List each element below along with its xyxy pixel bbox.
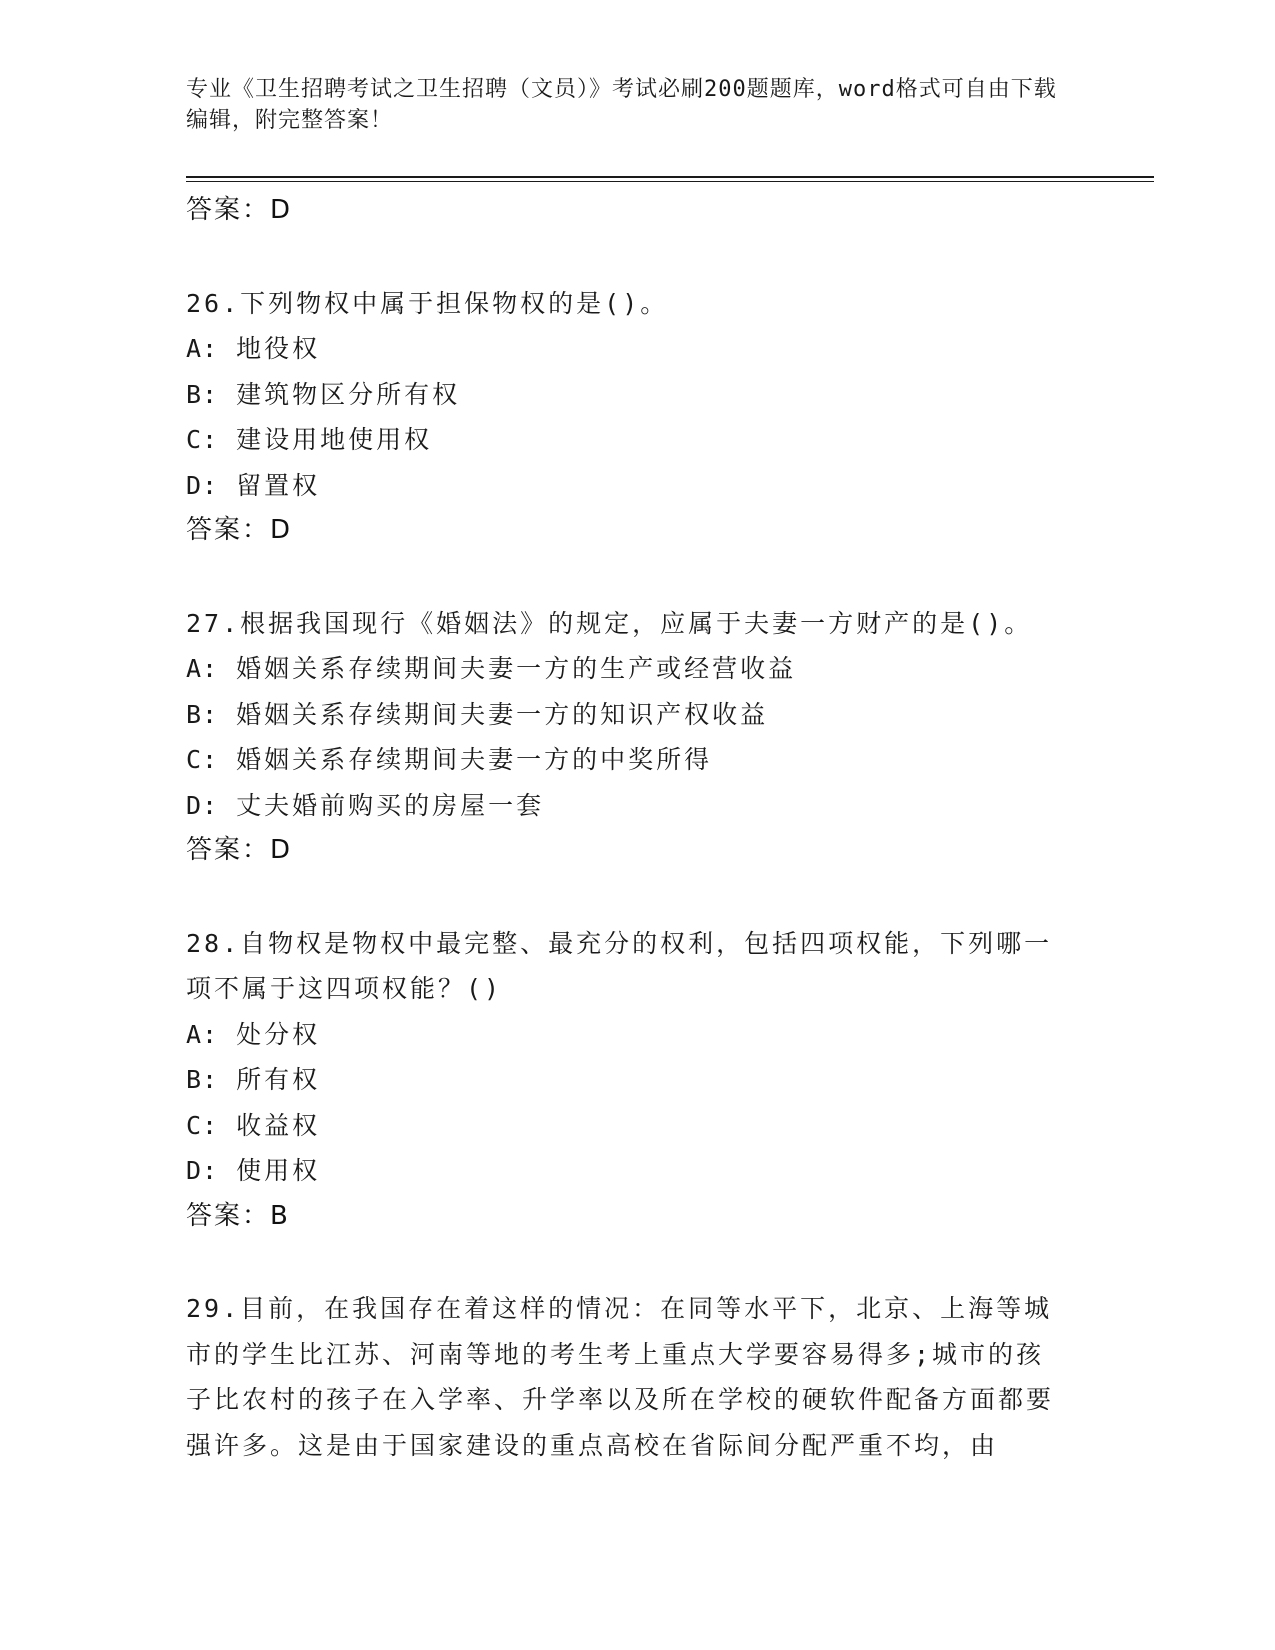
option-line	[186, 646, 1086, 692]
option-line	[186, 372, 1086, 418]
option-text: 使用权	[236, 1156, 321, 1185]
spacer	[186, 554, 1086, 601]
answer-line: 答案：D	[186, 195, 293, 225]
option-text: 建筑物区分所有权	[236, 379, 461, 409]
option-line	[186, 463, 1086, 509]
option-line	[186, 692, 1086, 738]
option-label: B:	[186, 379, 219, 409]
question-content	[186, 188, 1086, 1468]
header-rule-thin	[186, 181, 1154, 182]
spacer	[186, 1239, 1086, 1286]
option-label: D:	[186, 790, 219, 820]
option-line	[186, 1148, 1086, 1194]
question-stem: 26.下列物权中属于担保物权的是()。	[186, 288, 669, 318]
option-line	[186, 1012, 1086, 1058]
header-note: 专业《卫生招聘考试之卫生招聘（文员）》考试必刷200题题库，word格式可自由下载编辑，附完整答案！	[186, 77, 1057, 133]
question-stem: 29.目前，在我国存在着这样的情况：在同等水平下，北京、上海等城市的学生比江苏、河南等地的考生考上重点大学要容易得多;城市的孩子比农村的孩子在入学率、升学率以及所在学校的硬软件配备方面都要强许多。这是由于国家建设的重点高校在省际间分配严重不均，由	[186, 1294, 1055, 1460]
option-text: 婚姻关系存续期间夫妻一方的生产或经营收益	[236, 654, 797, 683]
option-label: D:	[186, 470, 219, 500]
question-stem: 28.自物权是物权中最完整、最充分的权利，包括四项权能，下列哪一项不属于这四项权能？()	[186, 928, 1053, 1003]
option-text: 婚姻关系存续期间夫妻一方的知识产权收益	[236, 699, 769, 729]
answer-line: 答案：D	[186, 835, 293, 865]
option-line	[186, 1103, 1086, 1149]
option-text: 婚姻关系存续期间夫妻一方的中奖所得	[236, 745, 713, 774]
option-line	[186, 783, 1086, 829]
option-label: C:	[186, 425, 219, 454]
option-label: D:	[186, 1156, 219, 1185]
header-rule-thick	[186, 176, 1154, 178]
option-label: B:	[186, 1065, 219, 1094]
answer-line: 答案：D	[186, 515, 293, 545]
option-line	[186, 417, 1086, 463]
option-text: 地役权	[236, 334, 321, 363]
option-label: A:	[186, 334, 219, 363]
option-text: 收益权	[236, 1110, 321, 1140]
option-text: 建设用地使用权	[236, 425, 433, 454]
spacer	[186, 234, 1086, 281]
option-label: A:	[186, 654, 219, 683]
option-label: C:	[186, 1110, 219, 1140]
question-stem: 27.根据我国现行《婚姻法》的规定，应属于夫妻一方财产的是()。	[186, 608, 1033, 638]
option-line	[186, 326, 1086, 372]
option-text: 丈夫婚前购买的房屋一套	[236, 790, 545, 820]
option-label: C:	[186, 745, 219, 774]
option-line	[186, 1057, 1086, 1103]
option-label: B:	[186, 699, 219, 729]
answer-line: 答案：B	[186, 1200, 290, 1231]
option-line	[186, 737, 1086, 783]
option-label: A:	[186, 1019, 219, 1049]
option-text: 所有权	[236, 1065, 321, 1094]
option-text: 处分权	[236, 1019, 321, 1049]
spacer	[186, 874, 1086, 921]
option-text: 留置权	[236, 470, 321, 500]
